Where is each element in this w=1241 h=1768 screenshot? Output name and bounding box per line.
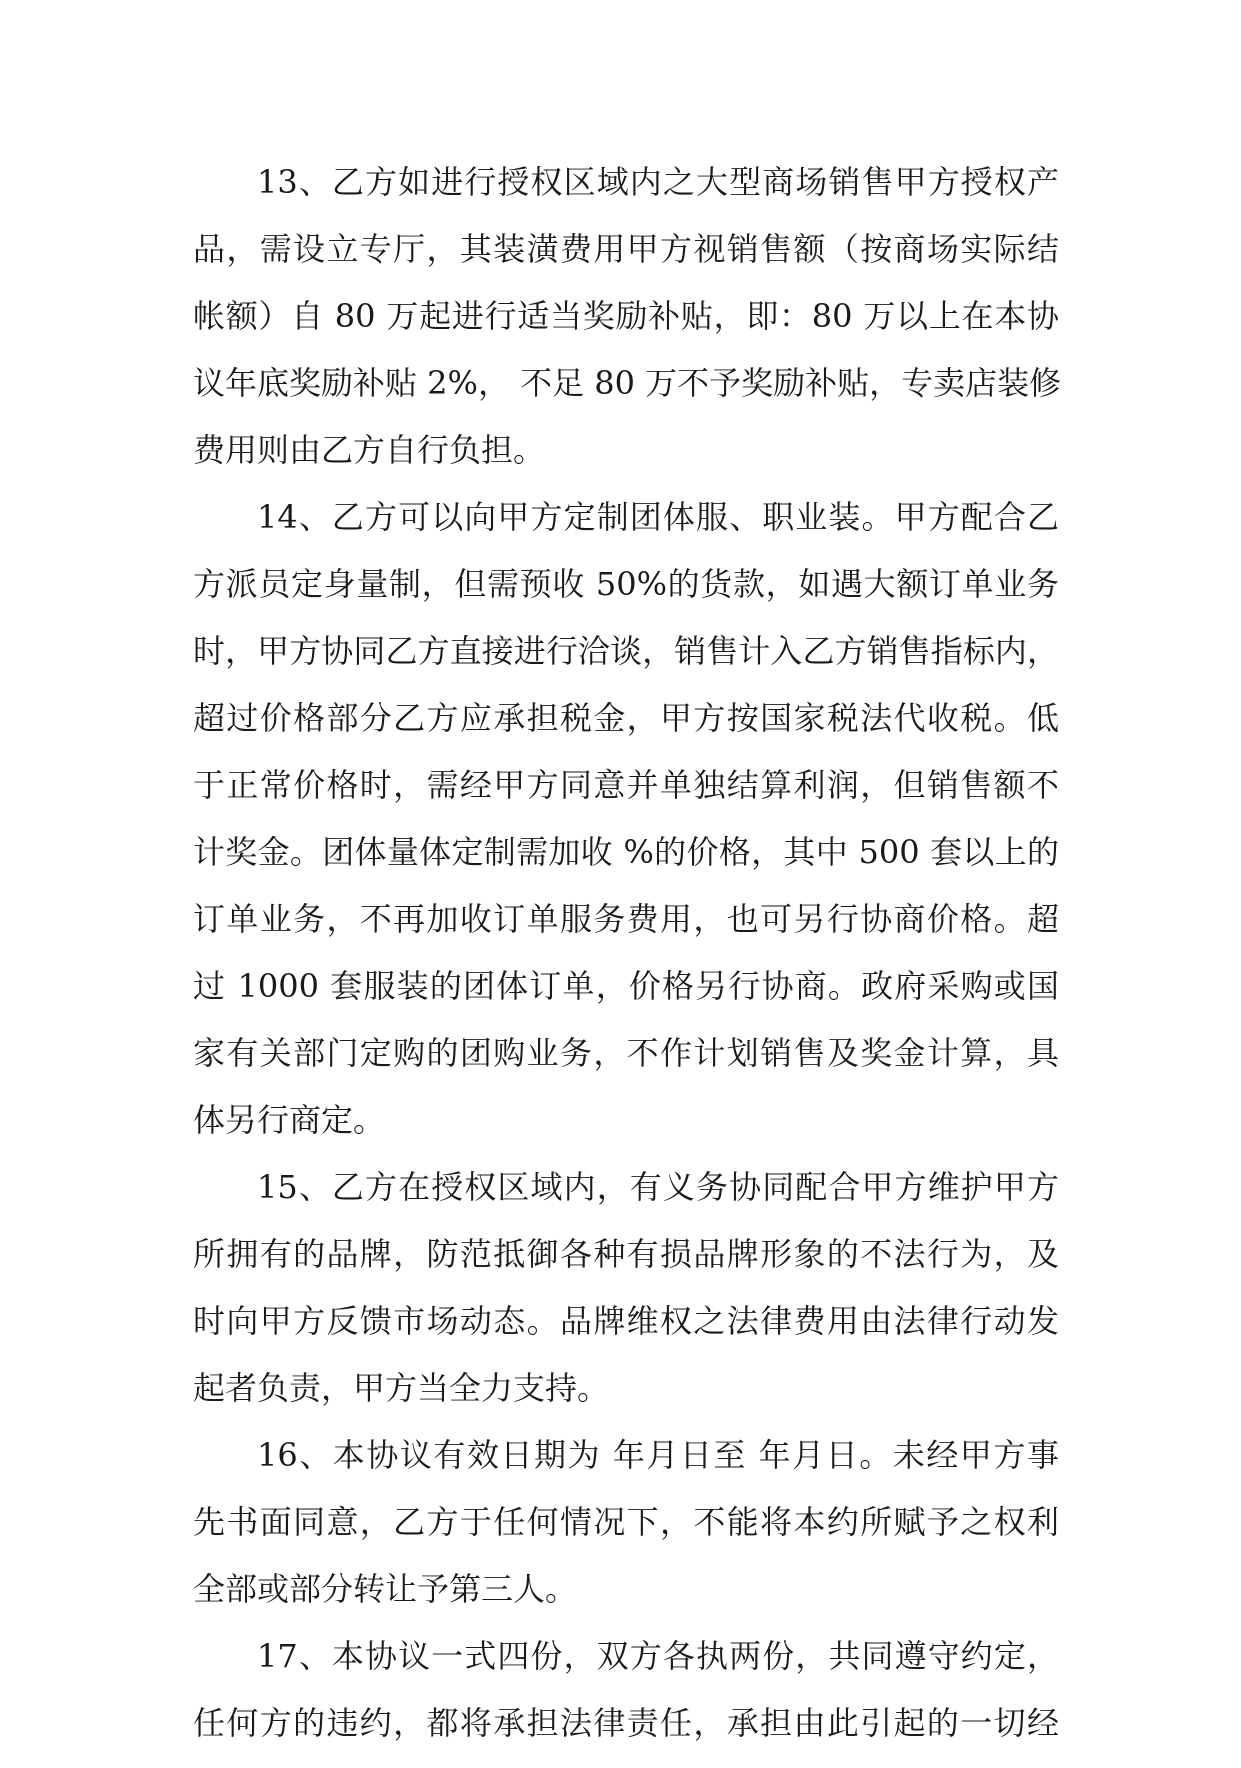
text-line: 所拥有的品牌，防范抵御各种有损品牌形象的不法行为，及 xyxy=(193,1235,1059,1273)
text-line: 时，甲方协同乙方直接进行洽谈，销售计入乙方销售指标内， xyxy=(193,632,1059,670)
clause-17-paragraph xyxy=(193,1634,1059,1768)
text-line: 品，需设立专厅，其装潢费用甲方视销售额（按商场实际结 xyxy=(193,230,1059,268)
text-line: 体另行商定。 xyxy=(193,1101,386,1139)
text-line: 计奖金。团体量体定制需加收 %的价格，其中 500 套以上的 xyxy=(193,833,1059,871)
text-line: 议年底奖励补贴 2%， 不足 80 万不予奖励补贴，专卖店装修 xyxy=(193,364,1062,402)
text-line: 订单业务，不再加收订单服务费用，也可另行协商价格。超 xyxy=(193,900,1059,938)
text-line: 超过价格部分乙方应承担税金，甲方按国家税法代收税。低 xyxy=(193,699,1059,737)
clause-14-paragraph xyxy=(193,495,1059,1165)
clause-15-paragraph xyxy=(193,1165,1059,1433)
text-line: 于正常价格时，需经甲方同意并单独结算利润，但销售额不 xyxy=(193,766,1059,804)
text-line: 先书面同意，乙方于任何情况下，不能将本约所赋予之权利 xyxy=(193,1503,1059,1541)
text-line: 15、乙方在授权区域内，有义务协同配合甲方维护甲方 xyxy=(257,1168,1059,1206)
text-line: 家有关部门定购的团购业务，不作计划销售及奖金计算，具 xyxy=(193,1034,1059,1072)
text-line: 13、乙方如进行授权区域内之大型商场销售甲方授权产 xyxy=(257,163,1059,201)
text-line: 17、本协议一式四份，双方各执两份，共同遵守约定， xyxy=(257,1637,1059,1675)
text-line: 时向甲方反馈市场动态。品牌维权之法律费用由法律行动发 xyxy=(193,1302,1059,1340)
text-line: 14、乙方可以向甲方定制团体服、职业装。甲方配合乙 xyxy=(257,498,1059,536)
document-body xyxy=(193,160,1062,1768)
clause-16-paragraph xyxy=(193,1433,1059,1634)
text-line: 任何方的违约，都将承担法律责任，承担由此引起的一切经 xyxy=(193,1704,1059,1742)
text-line: 帐额）自 80 万起进行适当奖励补贴，即：80 万以上在本协 xyxy=(193,297,1059,335)
text-line: 全部或部分转让予第三人。 xyxy=(193,1570,578,1608)
text-line: 起者负责，甲方当全力支持。 xyxy=(193,1369,610,1407)
clause-13-paragraph xyxy=(193,160,1062,495)
text-line: 方派员定身量制，但需预收 50%的货款，如遇大额订单业务 xyxy=(193,565,1059,603)
text-line: 16、本协议有效日期为 年月日至 年月日。未经甲方事 xyxy=(257,1436,1059,1474)
text-line: 过 1000 套服装的团体订单，价格另行协商。政府采购或国 xyxy=(193,967,1059,1005)
text-line: 费用则由乙方自行负担。 xyxy=(193,431,546,469)
